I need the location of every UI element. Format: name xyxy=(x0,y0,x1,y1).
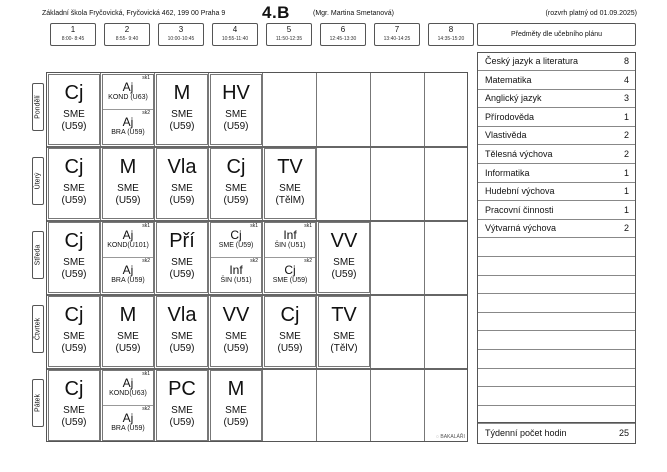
logo-text: BAKALÁŘI xyxy=(440,434,465,440)
grid-column-divider xyxy=(316,73,317,441)
weekly-total-label: Týdenní počet hodin xyxy=(485,428,567,438)
lesson-subject: PC xyxy=(168,378,196,400)
lesson-subject: M xyxy=(119,304,137,326)
period-header-8 xyxy=(428,23,474,46)
lesson-cell[interactable] xyxy=(156,222,208,293)
weekly-total-row xyxy=(478,422,635,443)
lesson-subject: Pří xyxy=(169,230,195,252)
lesson-group-top xyxy=(211,223,261,258)
lesson-teacher-room: ŠIN (U51) xyxy=(274,242,306,249)
period-header-3 xyxy=(158,23,204,46)
lesson-cell[interactable] xyxy=(102,148,154,219)
lesson-teacher: SME xyxy=(225,405,247,416)
lesson-cell[interactable] xyxy=(102,296,154,367)
lesson-cell[interactable] xyxy=(102,370,154,441)
lesson-teacher-room: SME (U59) xyxy=(272,277,308,284)
grid-column-divider xyxy=(262,73,263,441)
lesson-group-bottom xyxy=(211,258,261,293)
lesson-cell[interactable] xyxy=(210,74,262,145)
lesson-room: (U59) xyxy=(115,343,141,354)
period-header-1 xyxy=(50,23,96,46)
lesson-cell[interactable] xyxy=(48,74,100,145)
logo-icon: ◌ xyxy=(436,434,439,440)
subject-name: Tělesná výchova xyxy=(485,149,553,159)
period-header-4 xyxy=(212,23,258,46)
group-label: sk1 xyxy=(304,223,312,229)
lesson-room: (TělV) xyxy=(330,343,358,354)
lesson-teacher: SME xyxy=(117,331,139,342)
group-label: sk2 xyxy=(142,406,150,412)
day-name: Pondělí xyxy=(34,95,42,119)
lesson-teacher: SME xyxy=(63,405,85,416)
lesson-teacher-room: KOND(U101) xyxy=(107,242,149,249)
lesson-room: (U59) xyxy=(169,269,195,280)
lesson-cell[interactable] xyxy=(210,222,262,293)
period-number: 7 xyxy=(394,25,400,34)
empty-subject-row xyxy=(478,351,635,369)
lesson-teacher-room: SME (U59) xyxy=(218,242,254,249)
subject-name: Přírodověda xyxy=(485,111,535,122)
empty-subject-row xyxy=(478,406,635,424)
lesson-subject: Aj xyxy=(122,80,134,94)
period-time: 13:40-14:25 xyxy=(383,36,411,42)
lesson-room: (U59) xyxy=(169,121,195,132)
lesson-cell[interactable] xyxy=(48,148,100,219)
lesson-room: (U59) xyxy=(331,269,357,280)
lesson-cell[interactable] xyxy=(264,296,316,367)
subject-row xyxy=(478,220,635,238)
lesson-subject: Cj xyxy=(64,230,84,252)
subject-hours: 4 xyxy=(623,74,629,85)
lesson-room: (TělM) xyxy=(275,195,305,206)
group-label: sk1 xyxy=(142,75,150,81)
period-number: 5 xyxy=(286,25,292,34)
day-label-1 xyxy=(32,157,44,205)
lesson-group-top xyxy=(265,223,315,258)
subject-hours: 1 xyxy=(623,167,629,178)
lesson-subject: Cj xyxy=(284,263,296,277)
period-header-6 xyxy=(320,23,366,46)
lesson-cell[interactable] xyxy=(210,296,262,367)
subject-row xyxy=(478,165,635,183)
lesson-room: (U59) xyxy=(61,195,87,206)
lesson-teacher: SME xyxy=(279,331,301,342)
valid-date: (rozvrh platný od 01.09.2025) xyxy=(545,10,637,17)
lesson-teacher: SME xyxy=(225,183,247,194)
subject-name: Anglický jazyk xyxy=(485,93,542,104)
day-name: Čtvrtek xyxy=(34,317,42,341)
lesson-room: (U59) xyxy=(61,121,87,132)
lesson-cell[interactable] xyxy=(48,370,100,441)
lesson-group-top xyxy=(103,371,153,406)
subject-name: Matematika xyxy=(485,74,532,85)
lesson-group-top xyxy=(103,75,153,110)
group-label: sk1 xyxy=(142,223,150,229)
subject-name: Pracovní činnosti xyxy=(485,204,554,215)
lesson-subject: Cj xyxy=(64,156,84,178)
lesson-room: (U59) xyxy=(169,417,195,428)
lesson-cell[interactable] xyxy=(318,296,370,367)
lesson-cell[interactable] xyxy=(102,74,154,145)
group-label: sk1 xyxy=(142,371,150,377)
lesson-room: (U59) xyxy=(169,343,195,354)
period-time: 8:55- 9:40 xyxy=(115,36,139,42)
lesson-teacher: SME xyxy=(171,405,193,416)
subject-row xyxy=(478,90,635,108)
subject-row xyxy=(478,183,635,201)
subject-name: Výtvarná výchova xyxy=(485,223,557,234)
lesson-subject: M xyxy=(227,378,245,400)
lesson-subject: VV xyxy=(222,304,250,326)
period-number: 8 xyxy=(448,25,454,34)
lesson-teacher: SME xyxy=(171,257,193,268)
day-label-3 xyxy=(32,305,44,353)
day-label-4 xyxy=(32,379,44,427)
subject-hours: 2 xyxy=(623,149,629,159)
lesson-cell[interactable] xyxy=(264,222,316,293)
lesson-subject: M xyxy=(119,156,137,178)
lesson-subject: Cj xyxy=(230,228,242,242)
empty-subject-row xyxy=(478,388,635,406)
lesson-room: (U59) xyxy=(223,121,249,132)
period-time: 10:00-10:45 xyxy=(167,36,195,42)
empty-subject-row xyxy=(478,239,635,257)
lesson-teacher: SME xyxy=(171,183,193,194)
group-label: sk2 xyxy=(250,258,258,264)
period-header-7 xyxy=(374,23,420,46)
empty-subject-row xyxy=(478,276,635,294)
subject-hours: 3 xyxy=(623,93,629,104)
lesson-subject: Aj xyxy=(122,115,134,129)
lesson-teacher-room: KOND(U63) xyxy=(109,390,147,397)
lesson-room: (U59) xyxy=(61,269,87,280)
lesson-subject: TV xyxy=(331,304,357,326)
grid-column-divider xyxy=(208,73,209,441)
period-header-2 xyxy=(104,23,150,46)
subject-hours: 1 xyxy=(623,204,629,215)
lesson-teacher: SME xyxy=(225,331,247,342)
lesson-subject: Inf xyxy=(229,263,243,277)
lesson-room: (U59) xyxy=(277,343,303,354)
subject-hours: 2 xyxy=(623,130,629,141)
period-header-5 xyxy=(266,23,312,46)
lesson-subject: Cj xyxy=(64,82,84,104)
grid-column-divider xyxy=(424,73,425,441)
grid-column-divider xyxy=(154,73,155,441)
lesson-cell[interactable] xyxy=(156,148,208,219)
lesson-room: (U59) xyxy=(223,343,249,354)
lesson-cell[interactable] xyxy=(156,296,208,367)
subjects-panel-title: Předměty dle učebního plánu xyxy=(477,23,636,46)
subject-hours: 1 xyxy=(623,186,629,197)
lesson-cell[interactable] xyxy=(156,370,208,441)
lesson-subject: HV xyxy=(222,82,250,104)
lesson-teacher-room: KOND (U63) xyxy=(108,94,148,101)
lesson-cell[interactable] xyxy=(210,370,262,441)
lesson-teacher: SME xyxy=(63,331,85,342)
lesson-subject: Vla xyxy=(167,156,197,178)
period-time: 8:00- 8:45 xyxy=(61,36,85,42)
lesson-teacher: SME xyxy=(225,109,247,120)
subjects-panel xyxy=(477,52,636,444)
empty-subject-row xyxy=(478,332,635,350)
empty-subject-row xyxy=(478,258,635,276)
lesson-teacher: SME xyxy=(63,257,85,268)
class-teacher: (Mgr. Martina Smetanová) xyxy=(313,10,394,17)
day-name: Středa xyxy=(34,244,42,266)
lesson-subject: Vla xyxy=(167,304,197,326)
lesson-room: (U59) xyxy=(223,195,249,206)
lesson-teacher: SME xyxy=(117,183,139,194)
group-label: sk2 xyxy=(304,258,312,264)
lesson-subject: Cj xyxy=(64,304,84,326)
lesson-cell[interactable] xyxy=(210,148,262,219)
period-number: 2 xyxy=(124,25,130,34)
empty-subject-row xyxy=(478,369,635,387)
lesson-subject: Cj xyxy=(280,304,300,326)
period-number: 3 xyxy=(178,25,184,34)
period-number: 1 xyxy=(70,25,76,34)
lesson-teacher: SME xyxy=(63,109,85,120)
lesson-subject: Cj xyxy=(64,378,84,400)
lesson-subject: TV xyxy=(277,156,303,178)
subject-row xyxy=(478,202,635,220)
lesson-cell[interactable] xyxy=(102,222,154,293)
lesson-teacher: SME xyxy=(333,331,355,342)
grid-column-divider xyxy=(370,73,371,441)
day-label-0 xyxy=(32,83,44,131)
lesson-subject: Aj xyxy=(122,228,134,242)
lesson-teacher-room: BRA (U59) xyxy=(111,425,145,432)
day-name: Pátek xyxy=(34,394,42,412)
lesson-group-bottom xyxy=(103,258,153,293)
period-number: 4 xyxy=(232,25,238,34)
lesson-group-bottom xyxy=(103,406,153,441)
lesson-teacher: SME xyxy=(171,109,193,120)
period-time: 14:35-15:20 xyxy=(437,36,465,42)
subject-row xyxy=(478,127,635,145)
lesson-teacher-room: BRA (U59) xyxy=(111,129,145,136)
group-label: sk2 xyxy=(142,110,150,116)
group-label: sk1 xyxy=(250,223,258,229)
lesson-teacher-room: ŠIN (U51) xyxy=(220,277,252,284)
day-label-2 xyxy=(32,231,44,279)
lesson-cell[interactable] xyxy=(264,148,316,219)
lesson-teacher: SME xyxy=(171,331,193,342)
subject-row xyxy=(478,53,635,71)
lesson-room: (U59) xyxy=(223,417,249,428)
period-time: 10:55-11:40 xyxy=(221,36,249,42)
lesson-cell[interactable] xyxy=(48,296,100,367)
subject-hours: 2 xyxy=(623,223,629,234)
timetable-grid xyxy=(46,72,468,442)
day-name: Úterý xyxy=(34,172,42,190)
lesson-room: (U59) xyxy=(115,195,141,206)
lesson-group-top xyxy=(103,223,153,258)
subject-name: Vlastivěda xyxy=(485,130,527,141)
lesson-cell[interactable] xyxy=(48,222,100,293)
lesson-subject: Inf xyxy=(283,228,297,242)
subject-row xyxy=(478,72,635,90)
lesson-subject: Aj xyxy=(122,263,134,277)
class-title: 4.B xyxy=(262,3,290,22)
lesson-subject: Aj xyxy=(122,411,134,425)
lesson-room: (U59) xyxy=(61,417,87,428)
subject-hours: 1 xyxy=(623,111,629,122)
bakalari-logo xyxy=(436,434,465,440)
lesson-cell[interactable] xyxy=(156,74,208,145)
subject-name: Český jazyk a literatura xyxy=(485,56,579,66)
lesson-subject: Aj xyxy=(122,376,134,390)
lesson-subject: M xyxy=(173,82,191,104)
empty-subject-row xyxy=(478,313,635,331)
grid-column-divider xyxy=(100,73,101,441)
lesson-teacher: SME xyxy=(333,257,355,268)
lesson-group-bottom xyxy=(265,258,315,293)
empty-subject-row xyxy=(478,295,635,313)
subject-name: Informatika xyxy=(485,167,530,178)
subject-row xyxy=(478,109,635,127)
group-label: sk2 xyxy=(142,258,150,264)
lesson-room: (U59) xyxy=(61,343,87,354)
lesson-cell[interactable] xyxy=(318,222,370,293)
lesson-teacher: SME xyxy=(279,183,301,194)
lesson-teacher-room: BRA (U59) xyxy=(111,277,145,284)
period-number: 6 xyxy=(340,25,346,34)
period-time: 11:50-12:35 xyxy=(275,36,303,42)
period-time: 12:45-13:30 xyxy=(329,36,357,42)
subject-name: Hudební výchova xyxy=(485,186,555,197)
weekly-total-value: 25 xyxy=(618,428,629,438)
subject-hours: 8 xyxy=(623,56,629,66)
school-header: Základní škola Fryčovická, Fryčovická 462, 199 00 Praha 9 xyxy=(42,10,226,17)
lesson-group-bottom xyxy=(103,110,153,145)
subject-row xyxy=(478,146,635,164)
lesson-subject: Cj xyxy=(226,156,246,178)
lesson-room: (U59) xyxy=(169,195,195,206)
lesson-teacher: SME xyxy=(63,183,85,194)
lesson-subject: VV xyxy=(330,230,358,252)
